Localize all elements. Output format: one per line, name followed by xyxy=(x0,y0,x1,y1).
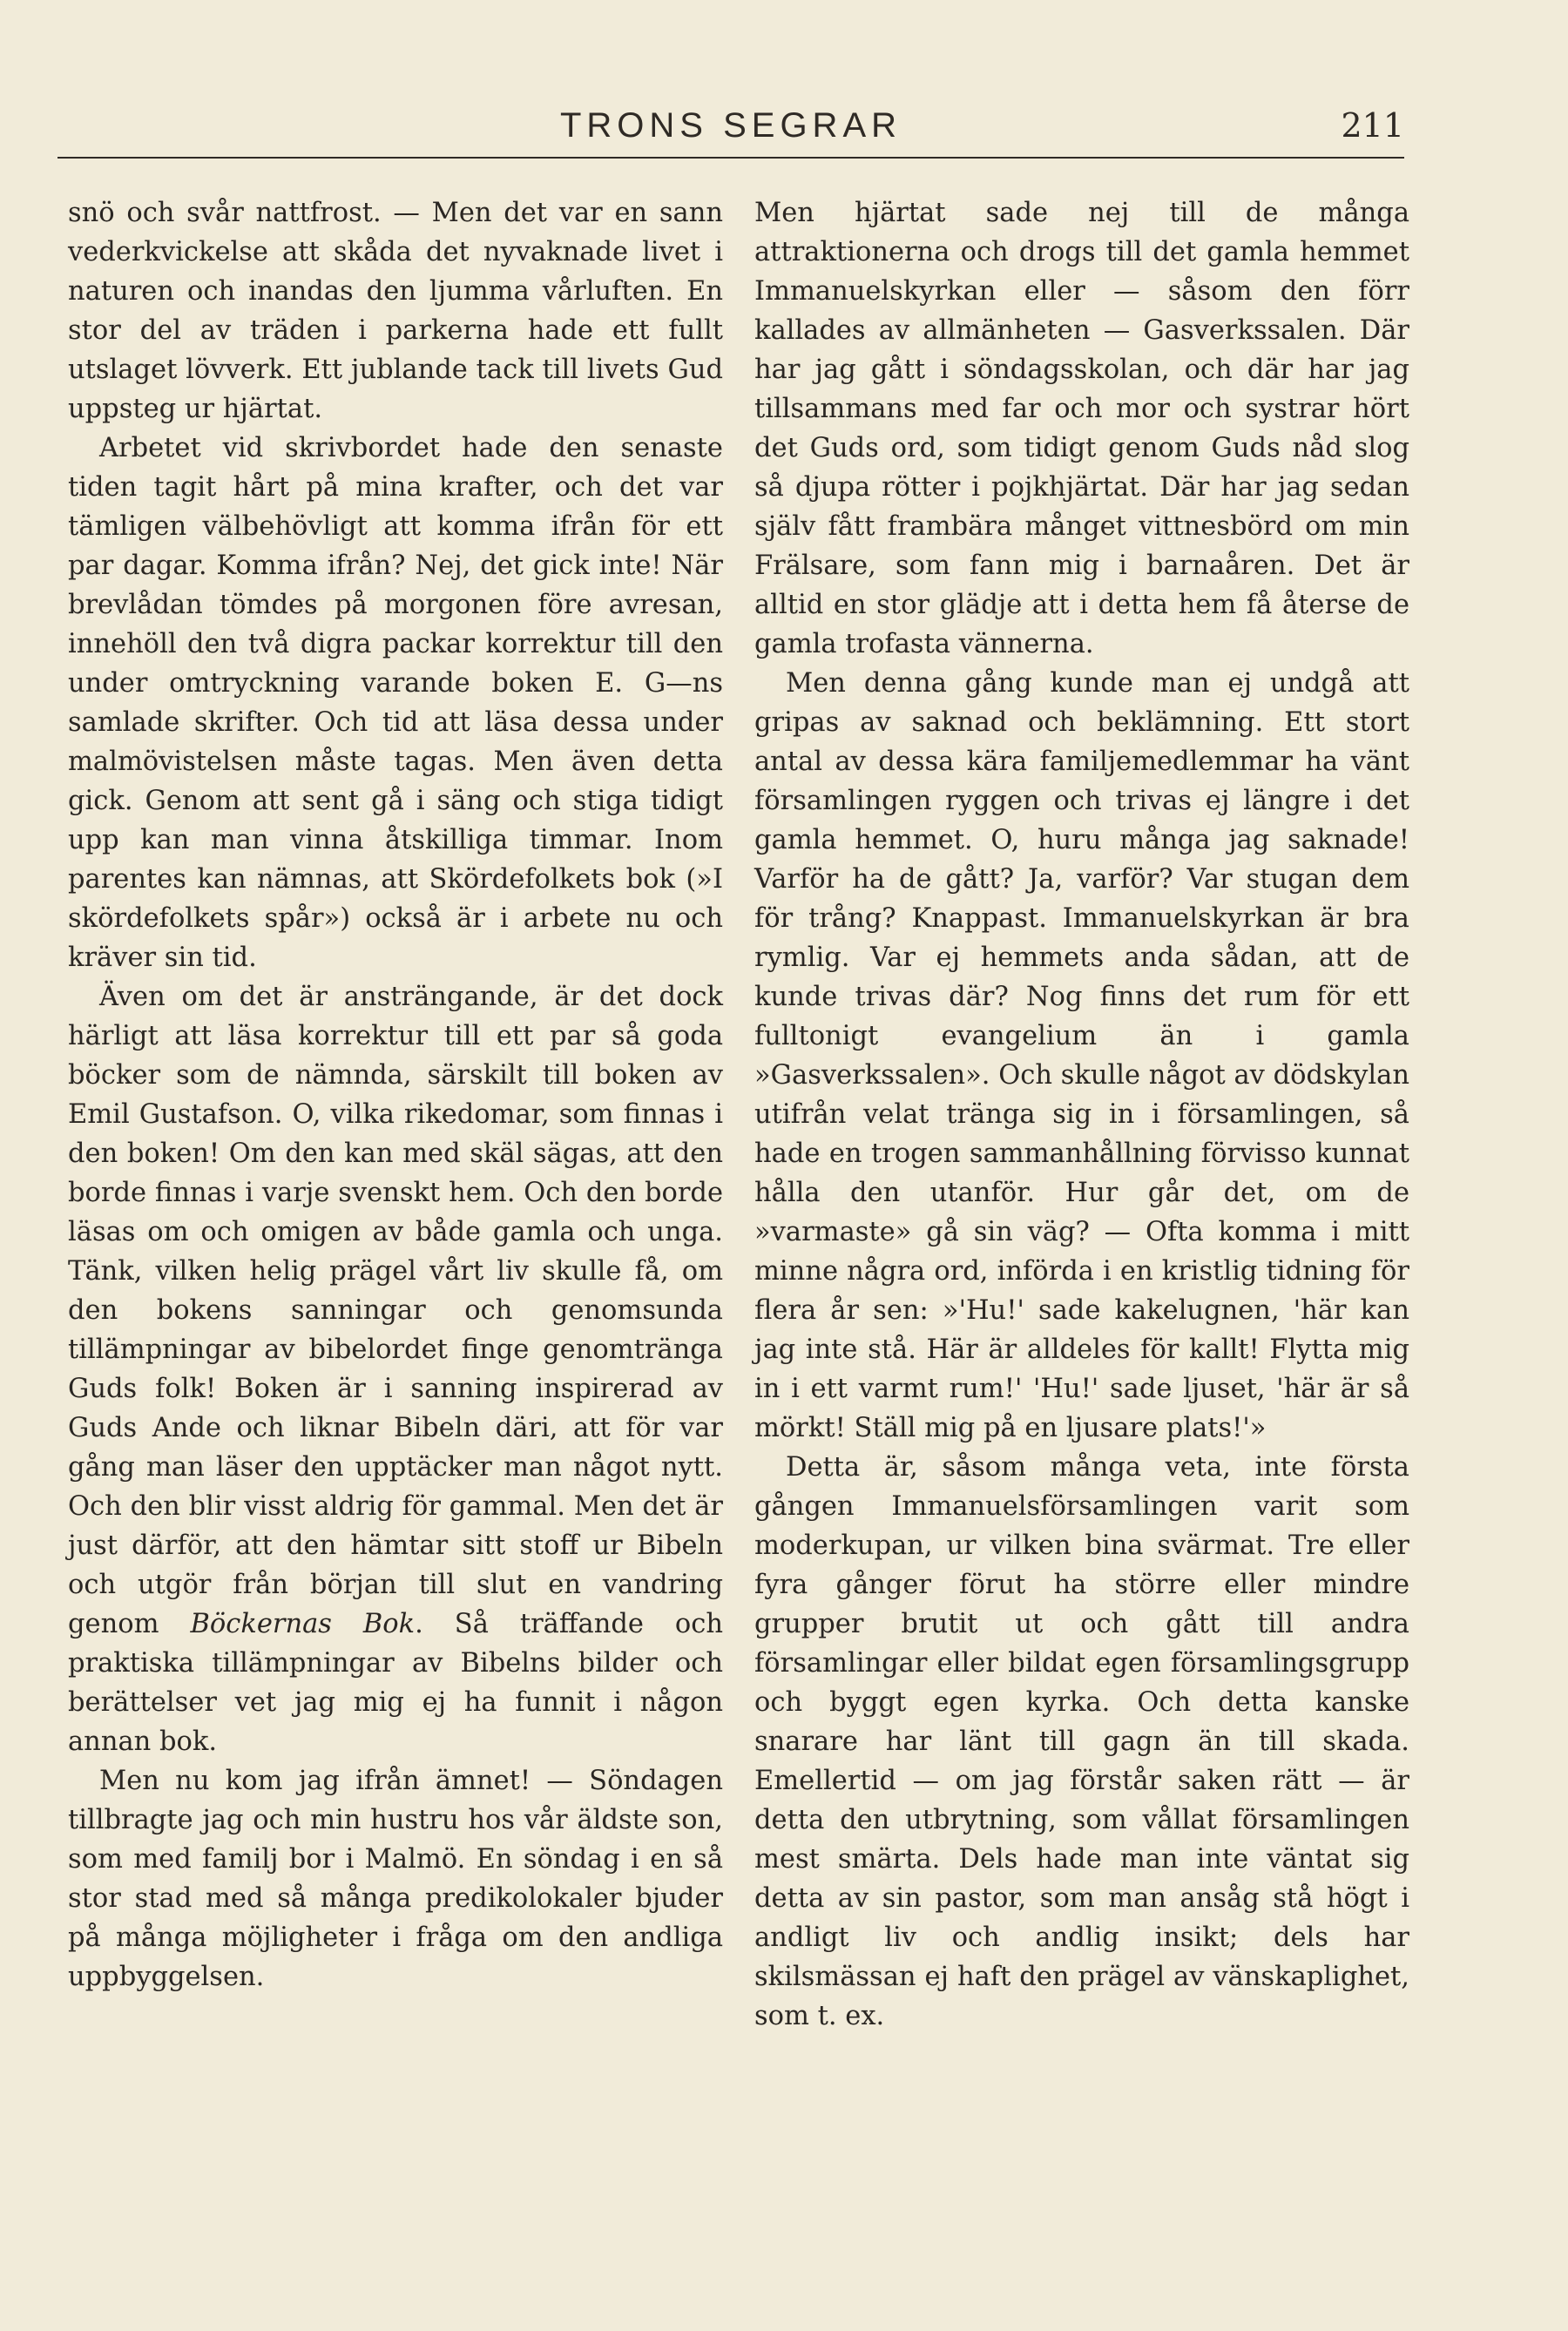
paragraph xyxy=(68,977,723,1761)
paragraph: Men hjärtat sade nej till de många attraktionerna och drogs till det gamla hemmet Immanuelskyrkan eller — såsom den förr kallades av allmänheten — Gasverkssalen. Där har jag gått i söndagsskolan, och där har jag tillsammans med far och mor och systrar hört det Guds ord, som tidigt genom Guds nåd slog så djupa rötter i pojkhjärtat. Där har jag sedan själv fått frambära månget vittnesbörd om min Frälsare, som fann mig i barnaåren. Det är alltid en stor glädje att i detta hem få återse de gamla trofasta vännerna. xyxy=(754,198,1409,659)
paragraph-text: Även om det är ansträngande, är det dock härligt att läsa korrektur till ett par så goda böcker som de nämnda, särskilt till boken av Emil Gustafson. O, vilka rikedomar, som finnas i den boken! Om den kan med skäl sägas, att den borde finnas i varje svenskt hem. Och den borde läsas om och omigen av både gamla och unga. Tänk, vilken helig prägel vårt liv skulle få, om den bokens sanningar och genomsunda tillämpningar av bibelordet finge genomtränga Guds folk! Boken är i sanning inspirerad av Guds Ande och liknar Bibeln däri, att för var gång man läser den upptäcker man något nytt. Och den blir visst aldrig för gammal. Men det är just därför, att den hämtar sitt stoff ur Bibeln och utgör från början till slut en vandring genom xyxy=(68,982,723,1639)
paragraph: Men nu kom jag ifrån ämnet! — Söndagen tillbragte jag och min hustru hos vår äldste son, som med familj bor i Malmö. En söndag i en så stor stad med så många predikolokaler bjuder på många möjligheter i fråga om den andliga uppbyggelsen. xyxy=(68,1766,723,1992)
left-column xyxy=(68,193,723,1997)
paragraph: Men denna gång kunde man ej undgå att gripas av saknad och beklämning. Ett stort antal av dessa kära familjemedlemmar ha vänt församlingen ryggen och trivas ej längre i det gamla hemmet. O, huru många jag saknade! Varför ha de gått? Ja, varför? Var stugan dem för trång? Knappast. Immanuelskyrkan är bra rymlig. Var ej hemmets anda sådan, att de kunde trivas där? Nog finns det rum för ett fulltonigt evangelium än i gamla »Gasverkssalen». Och skulle något av dödskylan utifrån velat tränga sig in i församlingen, så hade en trogen sammanhållning förvisso kunnat hålla den utanför. Hur går det, om de »varmaste» gå sin väg? — Ofta komma i mitt minne några ord, införda i en kristlig tidning för flera år sen: »'Hu!' sade kakelugnen, 'här kan jag inte stå. Här är alldeles för kallt! Flytta mig in i ett varmt rum!' 'Hu!' sade ljuset, 'här är så mörkt! Ställ mig på en ljusare plats!'» xyxy=(754,668,1409,1443)
paragraph-text: . Så träffande och praktiska tillämpningar av Bibelns bilder och berättelser vet jag mig ej ha funnit i någon annan bok. xyxy=(68,1609,723,1757)
right-column xyxy=(754,193,1409,2036)
page-header xyxy=(57,103,1404,159)
paragraph: Detta är, såsom många veta, inte första gången Immanuelsförsamlingen varit som moderkupan, ur vilken bina svärmat. Tre eller fyra gånger förut ha större eller mindre grupper brutit ut och gått till andra församlingar eller bildat egen församlingsgrupp och byggt egen kyrka. Och detta kanske snarare har länt till gagn än till skada. Emellertid — om jag förstår saken rätt — är detta den utbrytning, som vållat församlingen mest smärta. Dels hade man inte väntat sig detta av sin pastor, som man ansåg stå högt i andligt liv och andlig insikt; dels har skilsmässan ej haft den prägel av vänskaplighet, som t. ex. xyxy=(754,1452,1409,2031)
running-title: TRONS SEGRAR xyxy=(559,106,902,145)
page-number: 211 xyxy=(1341,106,1404,145)
paragraph: Arbetet vid skrivbordet hade den senaste tiden tagit hårt på mina krafter, och det var tämligen välbehövligt att komma ifrån för ett par dagar. Komma ifrån? Nej, det gick inte! När brevlådan tömdes på morgonen före avresan, innehöll den två digra packar korrektur till den under omtryckning varande boken E. G—ns samlade skrifter. Och tid att läsa dessa under malmövistelsen måste tagas. Men även detta gick. Genom att sent gå i säng och stiga tidigt upp kan man vinna åtskilliga timmar. Inom parentes kan nämnas, att Skördefolkets bok (»I skördefolkets spår») också är i arbete nu och kräver sin tid. xyxy=(68,433,723,973)
book-title: Böckernas Bok xyxy=(190,1609,416,1639)
paragraph: snö och svår nattfrost. — Men det var en sann vederkvickelse att skåda det nyvaknade livet i naturen och inandas den ljumma vårluften. En stor del av träden i parkerna hade ett fullt utslaget lövverk. Ett jublande tack till livets Gud uppsteg ur hjärtat. xyxy=(68,198,723,424)
